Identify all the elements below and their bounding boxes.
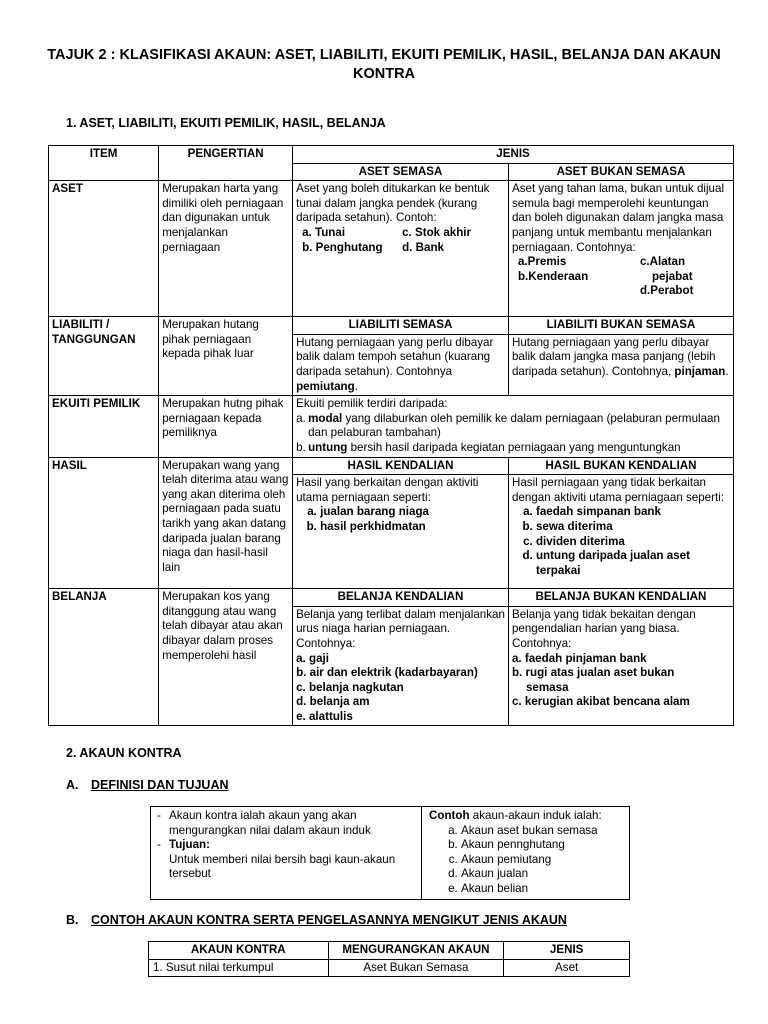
def-liabiliti: Merupakan hutang pihak perniagaan kepada pihak luar: [159, 317, 293, 396]
purpose-label: Tujuan:: [169, 838, 210, 852]
belanja-bk-a: a. faedah pinjaman bank: [511, 651, 647, 665]
definition-left: [151, 807, 422, 899]
header-liabiliti-semasa: LIABILITI SEMASA: [293, 317, 509, 335]
liabiliti-semasa-cell: [293, 334, 509, 395]
purpose-text: Untuk memberi nilai bersih bagi kaun-akaun tersebut: [169, 852, 396, 881]
ekuiti-intro: Ekuiti pemilik terdiri daripada:: [296, 397, 448, 411]
parent-account-c: c. Akaun pemiutang: [461, 853, 623, 868]
ekuiti-a-marker: a.: [296, 411, 306, 425]
header-hasil-bukan-kendalian: HASIL BUKAN KENDALIAN: [508, 457, 733, 475]
page-title: TAJUK 2 : KLASIFIKASI AKAUN: ASET, LIABILITI, EKUITI PEMILIK, HASIL, BELANJA DAN AKAUN KONTRA: [47, 47, 721, 82]
section-a-heading: DEFINISI DAN TUJUAN: [91, 778, 229, 792]
item-liabiliti: LIABILITI / TANGGUNGAN: [49, 317, 159, 396]
parent-account-a: a. Akaun aset bukan semasa: [461, 824, 623, 839]
header-belanja-kendalian: BELANJA KENDALIAN: [293, 589, 509, 607]
bullet-dash: -: [157, 809, 161, 822]
hasil-bk-a: a. faedah simpanan bank: [536, 505, 730, 520]
belanja-bk-c: c. kerugian akibat bencana alam: [511, 695, 690, 709]
classification-table: [48, 145, 734, 726]
hasil-kendalian-a: a. jualan barang niaga: [320, 505, 505, 520]
definition-text: Akaun kontra ialah akaun yang akan mengurangkan nilai dalam akaun induk: [169, 809, 371, 837]
def-belanja: Merupakan kos yang ditanggung atau wang telah dibayar atau akan dibayar dalam proses memperolehi hasil: [159, 589, 293, 726]
hasil-bk-desc: Hasil perniagaan yang tidak berkaitan dengan aktiviti utama perniagaan seperti:: [511, 476, 725, 504]
header-item: ITEM: [49, 146, 159, 181]
aset-semasa-d: d. Bank: [402, 240, 444, 254]
aset-bs-b: b.Kenderaan: [517, 269, 589, 283]
liabiliti-bs-desc: Hutang perniagaan yang perlu dibayar balik dalam jangka masa panjang (lebih daripada setahun). Contohnya,: [511, 335, 716, 378]
belanja-kendalian-cell: [293, 606, 509, 726]
belanja-kendalian-desc: Belanja yang terlibat dalam menjalankan urus niaga harian perniagaan. Contohnya:: [296, 607, 505, 650]
aset-bs-c: c.Alatan: [639, 255, 686, 269]
liabiliti-bs-example: pinjaman: [674, 364, 726, 378]
example-label: Contoh: [429, 809, 470, 822]
header-jenis: JENIS: [293, 146, 734, 164]
section-b-number: B.: [66, 913, 79, 927]
hasil-kendalian-b: b. hasil perkhidmatan: [320, 520, 505, 535]
aset-semasa-a: a. Tunai: [302, 225, 346, 239]
belanja-kendalian-d: d. belanja am: [296, 695, 370, 709]
contra-account-cell: 1. Susut nilai terkumpul: [149, 959, 329, 977]
ekuiti-cell: [293, 396, 734, 457]
header-jenis: JENIS: [504, 942, 630, 960]
item-hasil: HASIL: [49, 457, 159, 589]
hasil-bk-c: c. dividen diterima: [536, 535, 730, 550]
hasil-bk-b: b. sewa diterima: [536, 520, 730, 535]
section-2-heading: 2. AKAUN KONTRA: [66, 746, 182, 760]
reduces-account-cell: Aset Bukan Semasa: [328, 959, 504, 977]
section-a-number: A.: [66, 778, 79, 792]
header-belanja-bukan-kendalian: BELANJA BUKAN KENDALIAN: [508, 589, 733, 607]
hasil-bk-d: d. untung daripada jualan aset terpakai: [536, 549, 730, 578]
liabiliti-bs-period: .: [725, 364, 729, 378]
liabiliti-semasa-desc: Hutang perniagaan yang perlu dibayar balik dalam tempoh setahun (kuarang daripada setahun). Contohnya: [296, 335, 494, 378]
aset-semasa-desc: Aset yang boleh ditukarkan ke bentuk tunai dalam jangka pendek (kurang daripada setahun). Contoh:: [296, 182, 490, 225]
belanja-kendalian-e: e. alattulis: [296, 709, 353, 723]
section-1-heading: 1. ASET, LIABILITI, EKUITI PEMILIK, HASIL, BELANJA: [66, 116, 386, 130]
ekuiti-b-marker: b.: [296, 440, 306, 454]
liabiliti-semasa-example: pemiutang: [296, 379, 355, 393]
definition-right: [423, 807, 629, 899]
aset-bs-c-cont: pejabat: [651, 269, 693, 283]
belanja-bk-b: b. rugi atas jualan aset bukan: [511, 666, 675, 680]
item-ekuiti: EKUITI PEMILIK: [49, 396, 159, 457]
aset-bukan-semasa-desc: Aset yang tahan lama, bukan untuk dijual semula bagi memperolehi keuntungan dan boleh digunakan dalam jangka masa panjang untuk membantu menjalankan perniagaan. Contohnya:: [511, 182, 725, 254]
header-mengurangkan-akaun: MENGURANGKAN AKAUN: [328, 942, 504, 960]
belanja-bk-desc: Belanja yang tidak bekaitan dengan pengendalian harian yang biasa. Contohnya:: [511, 607, 696, 650]
aset-semasa-b: b. Penghutang: [302, 240, 383, 254]
liabiliti-bukan-semasa-cell: [508, 334, 733, 395]
def-aset: Merupakan harta yang dimiliki oleh perniagaan dan digunakan untuk menjalankan perniagaan: [159, 181, 293, 317]
header-liabiliti-bukan-semasa: LIABILITI BUKAN SEMASA: [508, 317, 733, 335]
parent-account-e: e. Akaun belian: [461, 882, 623, 897]
example-intro: akaun-akaun induk ialah:: [469, 809, 602, 822]
type-cell: Aset: [504, 959, 630, 977]
ekuiti-modal: modal: [308, 411, 343, 425]
belanja-kendalian-b: b. air dan elektrik (kadarbayaran): [296, 666, 478, 680]
item-belanja: BELANJA: [49, 589, 159, 726]
aset-semasa-cell: [293, 181, 509, 317]
header-aset-bukan-semasa: ASET BUKAN SEMASA: [508, 163, 733, 181]
ekuiti-modal-desc: yang dilaburkan oleh pemilik ke dalam perniagaan (pelaburan permulaan dan pelaburan tambahan): [308, 411, 720, 440]
aset-bs-a: a.Premis: [517, 255, 567, 269]
ekuiti-untung: untung: [308, 440, 348, 454]
definition-box: [150, 806, 630, 900]
hasil-kendalian-desc: Hasil yang berkaitan dengan aktiviti utama perniagaan seperti:: [296, 476, 479, 504]
parent-account-b: b. Akaun pennghutang: [461, 838, 623, 853]
belanja-bk-b-cont: semasa: [525, 680, 569, 694]
section-b-heading: CONTOH AKAUN KONTRA SERTA PENGELASANNYA MENGIKUT JENIS AKAUN: [91, 913, 567, 927]
bullet-dash: -: [157, 838, 161, 852]
item-aset: ASET: [49, 181, 159, 317]
hasil-kendalian-cell: [293, 475, 509, 589]
belanja-kendalian-c: c. belanja nagkutan: [296, 680, 404, 694]
belanja-kendalian-a: a. gaji: [296, 651, 329, 665]
parent-account-d: d. Akaun jualan: [461, 867, 623, 882]
header-hasil-kendalian: HASIL KENDALIAN: [293, 457, 509, 475]
def-hasil: Merupakan wang yang telah diterima atau wang yang akan diterima oleh perniagaan pada suatu tarikh yang akan datang daripada jualan barang niaga dan hasil-hasil lain: [159, 457, 293, 589]
header-pengertian: PENGERTIAN: [159, 146, 293, 181]
header-akaun-kontra: AKAUN KONTRA: [149, 942, 329, 960]
aset-bs-d: d.Perabot: [639, 284, 694, 298]
table-row: [149, 959, 630, 977]
def-ekuiti: Merupakan hutng pihak perniagaan kepada pemiliknya: [159, 396, 293, 457]
header-aset-semasa: ASET SEMASA: [293, 163, 509, 181]
aset-bukan-semasa-cell: [508, 181, 733, 317]
hasil-bukan-kendalian-cell: [508, 475, 733, 589]
belanja-bukan-kendalian-cell: [508, 606, 733, 726]
liabiliti-semasa-period: .: [354, 379, 358, 393]
contra-account-table: [148, 941, 630, 977]
ekuiti-untung-desc: bersih hasil daripada kegiatan perniagaan yang menguntungkan: [347, 440, 681, 454]
aset-semasa-c: c. Stok akhir: [402, 225, 472, 239]
